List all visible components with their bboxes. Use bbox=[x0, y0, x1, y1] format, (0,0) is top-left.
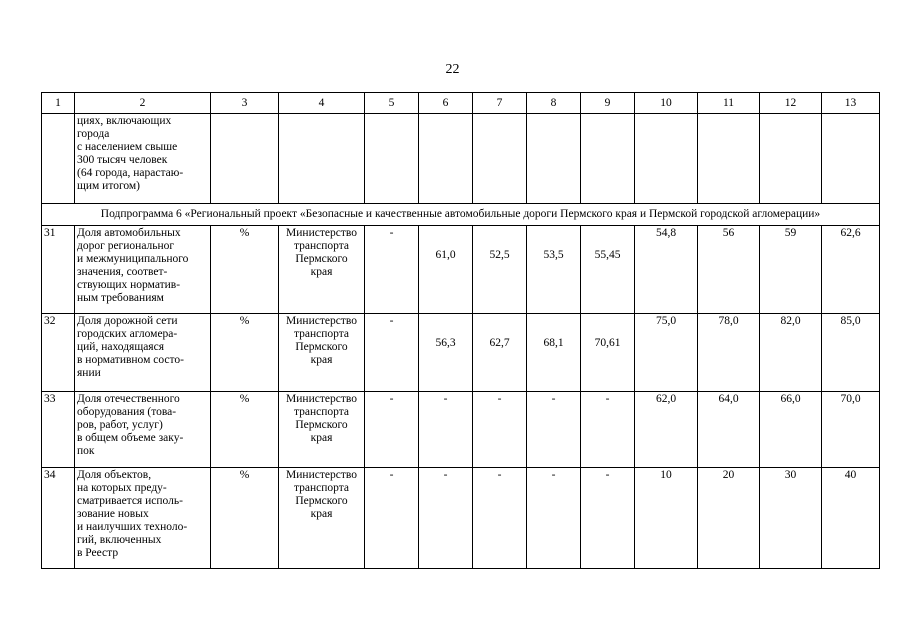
row-value: - bbox=[365, 392, 419, 468]
row-value: - bbox=[365, 226, 419, 314]
row-description: Доля объектов, на которых преду- сматривается исполь- зование новых и наилучших техноло- гий, включенных в Реестр bbox=[75, 468, 211, 569]
row-value: 82,0 bbox=[760, 314, 822, 392]
continuation-row bbox=[42, 114, 880, 204]
header-cell: 3 bbox=[211, 93, 279, 114]
row-value: 30 bbox=[760, 468, 822, 569]
row-value: - bbox=[527, 392, 581, 468]
row-value: 56,3 bbox=[435, 337, 456, 349]
row-value: 61,0 bbox=[435, 249, 456, 261]
header-cell: 9 bbox=[581, 93, 635, 114]
row-value: 64,0 bbox=[698, 392, 760, 468]
row-value: - bbox=[581, 468, 635, 569]
row-value: 53,5 bbox=[543, 249, 564, 261]
header-cell: 8 bbox=[527, 93, 581, 114]
subprogram-row bbox=[42, 204, 880, 226]
row-value: 59 bbox=[760, 226, 822, 314]
row-value: 62,0 bbox=[635, 392, 698, 468]
row-value: 70,0 bbox=[822, 392, 880, 468]
row-organization: Министерство транспорта Пермского края bbox=[279, 314, 365, 392]
row-value: - bbox=[419, 392, 473, 468]
row-value: - bbox=[419, 468, 473, 569]
row-value: - bbox=[527, 468, 581, 569]
row-number: 33 bbox=[42, 392, 75, 468]
header-cell: 13 bbox=[822, 93, 880, 114]
row-number: 34 bbox=[42, 468, 75, 569]
row-value: 54,8 bbox=[635, 226, 698, 314]
table-row bbox=[42, 314, 880, 392]
row-unit: % bbox=[211, 226, 279, 314]
indicators-table bbox=[41, 92, 880, 569]
row-unit: % bbox=[211, 468, 279, 569]
row-value: - bbox=[581, 392, 635, 468]
row-value: 10 bbox=[635, 468, 698, 569]
row-number: 32 bbox=[42, 314, 75, 392]
header-cell: 7 bbox=[473, 93, 527, 114]
header-cell: 2 bbox=[75, 93, 211, 114]
row-value: 66,0 bbox=[760, 392, 822, 468]
row-value: 55,45 bbox=[594, 249, 621, 261]
row-description: Доля дорожной сети городских агломера- ций, находящаяся в нормативном состо- янии bbox=[75, 314, 211, 392]
row-organization: Министерство транспорта Пермского края bbox=[279, 468, 365, 569]
subprogram-title: Подпрограмма 6 «Региональный проект «Безопасные и качественные автомобильные дороги Пермского края и Пермской городской агломерации» bbox=[42, 204, 880, 226]
header-row bbox=[42, 93, 880, 114]
row-value: - bbox=[365, 314, 419, 392]
header-cell: 1 bbox=[42, 93, 75, 114]
row-value: - bbox=[473, 392, 527, 468]
row-value: 78,0 bbox=[698, 314, 760, 392]
header-cell: 11 bbox=[698, 93, 760, 114]
header-cell: 5 bbox=[365, 93, 419, 114]
row-value: 52,5 bbox=[489, 249, 510, 261]
header-cell: 6 bbox=[419, 93, 473, 114]
continuation-text: циях, включающих города с населением свыше 300 тысяч человек (64 города, нарастаю- щим итогом) bbox=[75, 114, 211, 204]
header-cell: 4 bbox=[279, 93, 365, 114]
row-organization: Министерство транспорта Пермского края bbox=[279, 226, 365, 314]
table-row bbox=[42, 468, 880, 569]
row-value: 75,0 bbox=[635, 314, 698, 392]
row-value: 56 bbox=[698, 226, 760, 314]
row-unit: % bbox=[211, 392, 279, 468]
row-description: Доля отечественного оборудования (това- ров, работ, услуг) в общем объеме заку- пок bbox=[75, 392, 211, 468]
page-number: 22 bbox=[445, 62, 460, 77]
row-value: 85,0 bbox=[822, 314, 880, 392]
table-row bbox=[42, 226, 880, 314]
row-description: Доля автомобильных дорог региональног и межмуниципального значения, соответ- ствующих норматив- ным требованиям bbox=[75, 226, 211, 314]
row-number: 31 bbox=[42, 226, 75, 314]
row-value: 40 bbox=[822, 468, 880, 569]
row-organization: Министерство транспорта Пермского края bbox=[279, 392, 365, 468]
row-value: - bbox=[473, 468, 527, 569]
row-value: - bbox=[365, 468, 419, 569]
row-value: 70,61 bbox=[594, 337, 621, 349]
table-row bbox=[42, 392, 880, 468]
row-value: 62,7 bbox=[489, 337, 510, 349]
row-value: 20 bbox=[698, 468, 760, 569]
row-unit: % bbox=[211, 314, 279, 392]
row-value: 62,6 bbox=[822, 226, 880, 314]
header-cell: 12 bbox=[760, 93, 822, 114]
header-cell: 10 bbox=[635, 93, 698, 114]
row-value: 68,1 bbox=[543, 337, 564, 349]
